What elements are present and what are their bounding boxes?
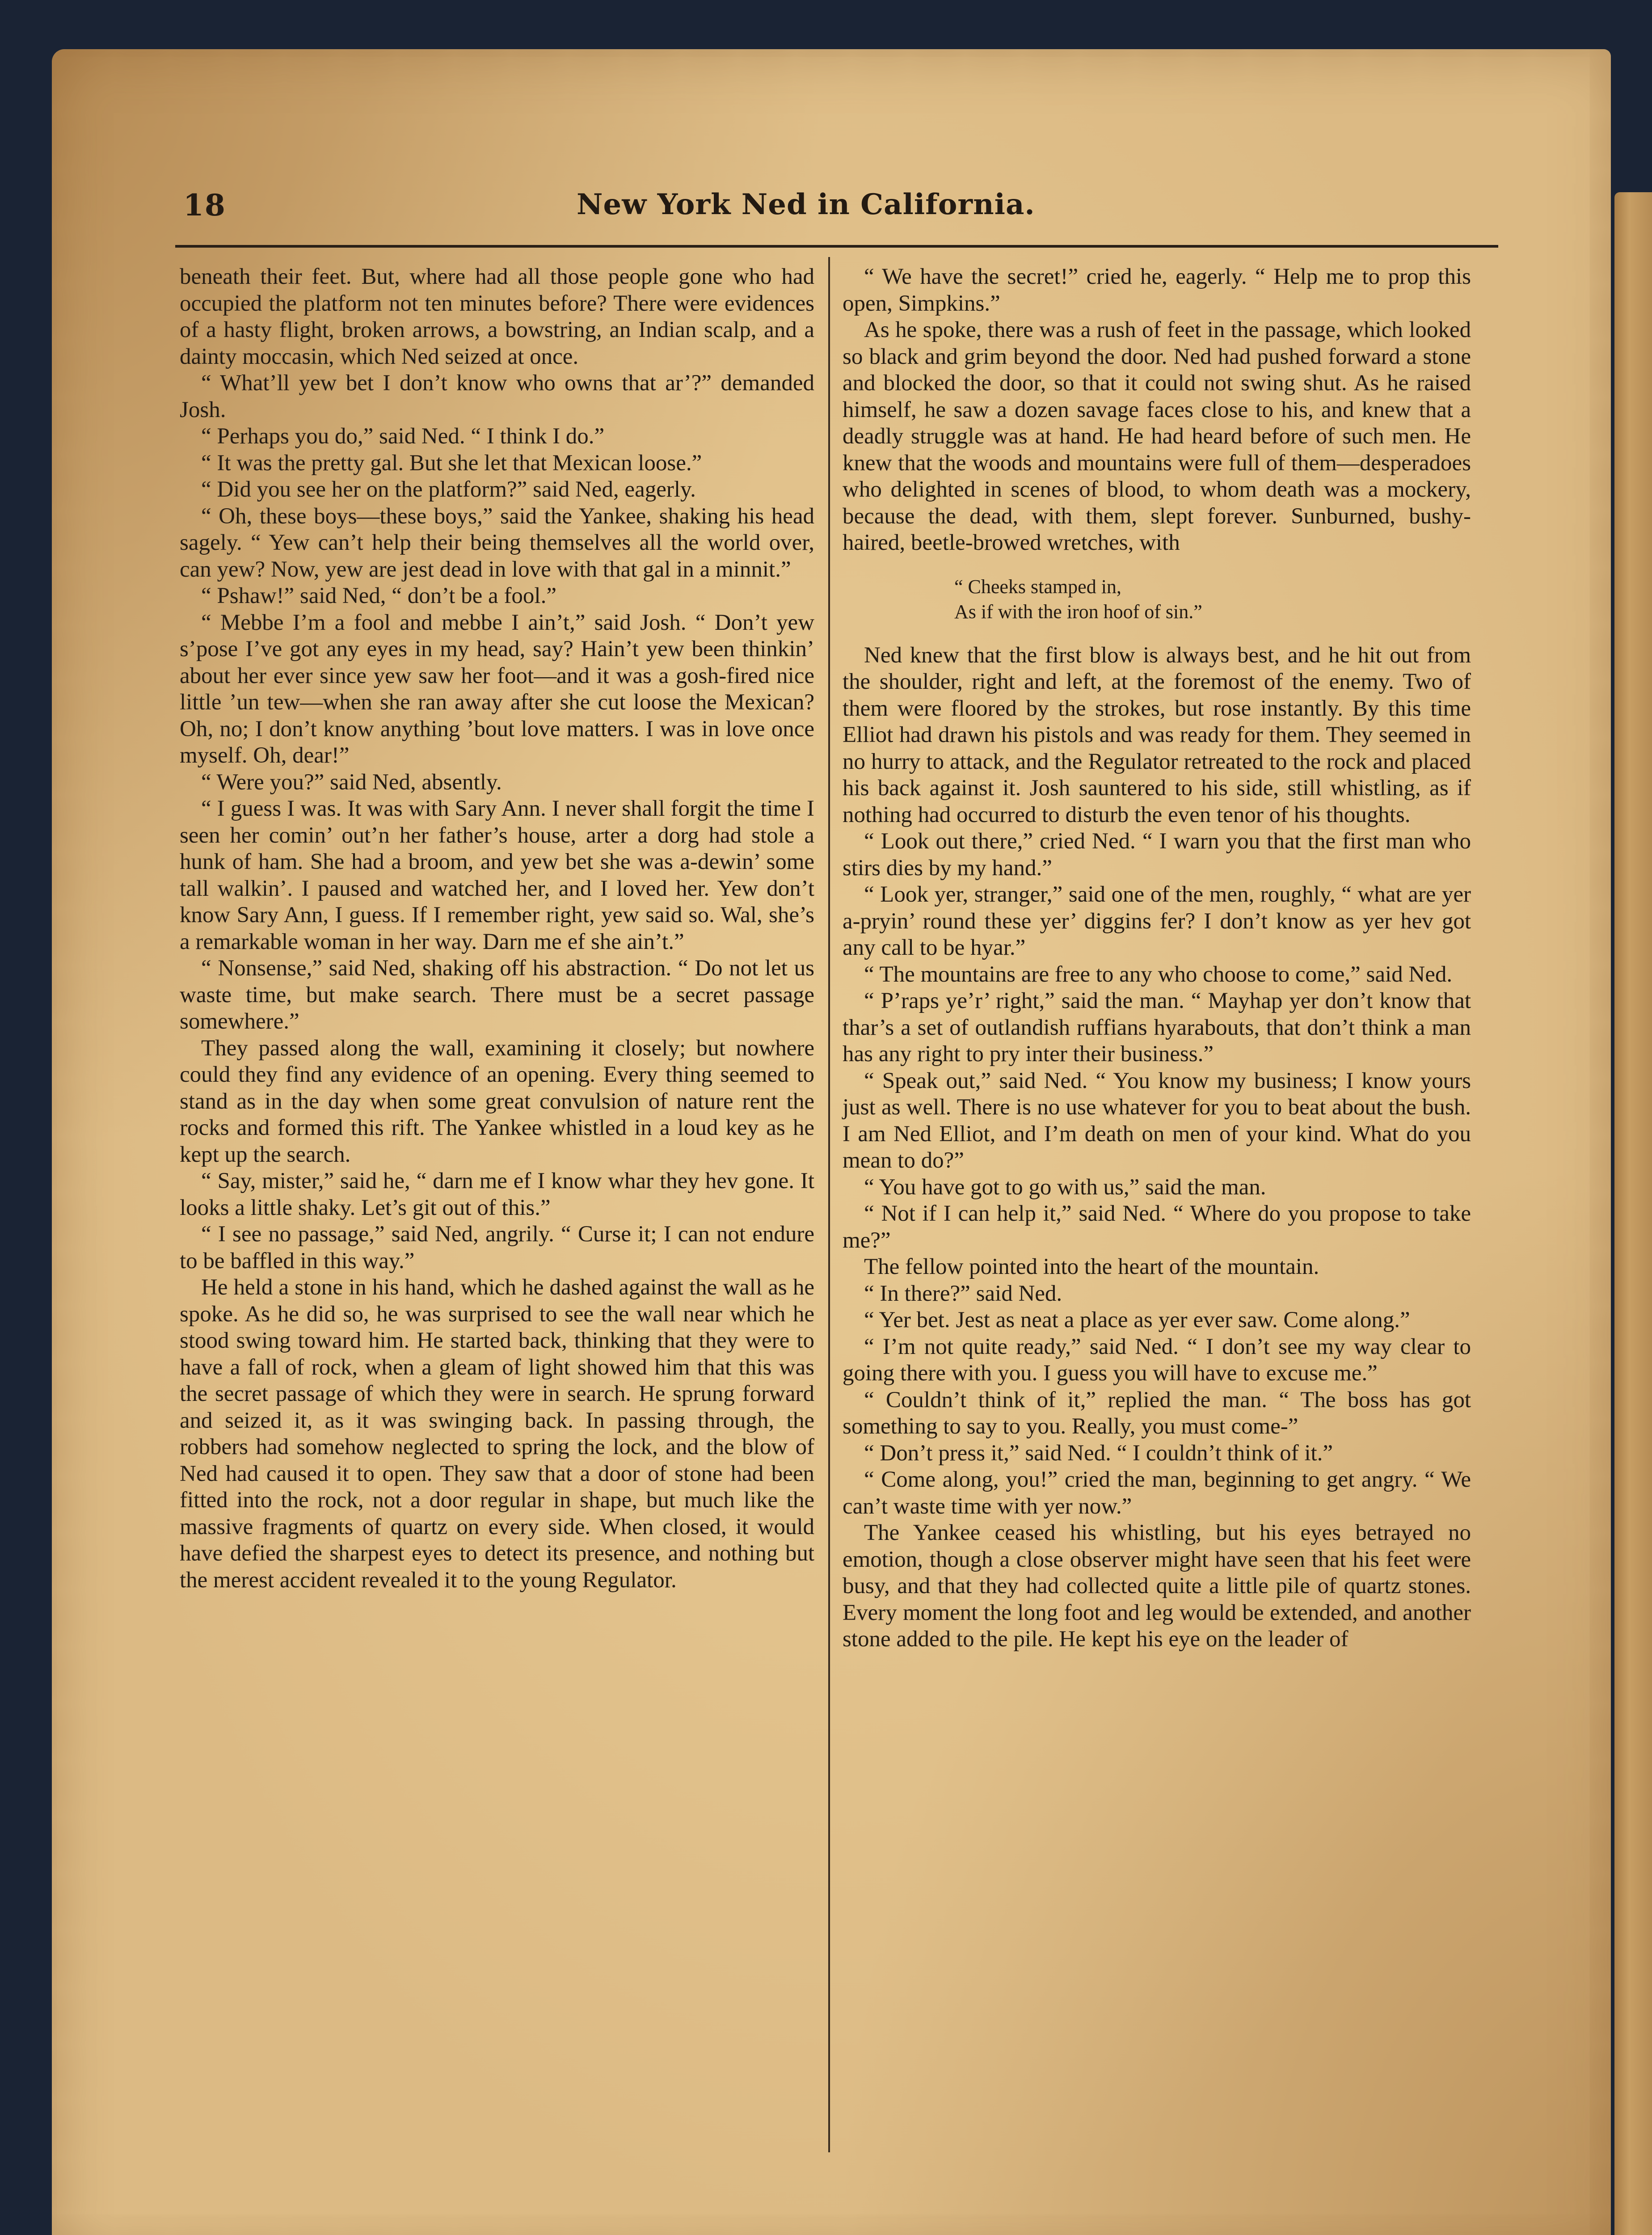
paragraph: “ Look yer, stranger,” said one of the men, roughly, “ what are yer a-pryin’ round these yer’ diggins fer? I don’t know as yer hev got any call to be hyar.” <box>843 882 1471 960</box>
paragraph: “ Nonsense,” said Ned, shaking off his abstraction. “ Do not let us waste time, but make search. There must be a secret passage somewhere.” <box>180 956 814 1034</box>
paragraph: Ned knew that the first blow is always best, and he hit out from the shoulder, right and left, at the foremost of the enemy. Two of them were floored by the strokes, but rose instantly. By this time Elliot had drawn his pistols and was ready for them. They seemed in no hurry to attack, and the Regulator retreated to the rock and placed his back against it. Josh sauntered to his side, still whistling, as if nothing had occurred to disturb the even tenor of his thoughts. <box>843 642 1471 827</box>
verse-line: As if with the iron hoof of sin.” <box>954 600 1202 623</box>
paragraph: “ The mountains are free to any who choose to come,” said Ned. <box>864 961 1453 987</box>
page-header <box>183 188 1493 237</box>
right-column <box>843 264 1471 1653</box>
paragraph: “ Yer bet. Jest as neat a place as yer ever saw. Come along.” <box>864 1307 1410 1333</box>
paragraph: “ Perhaps you do,” said Ned. “ I think I do.” <box>201 424 605 449</box>
paragraph: “ Did you see her on the platform?” said Ned, eagerly. <box>201 477 696 502</box>
paragraph: The Yankee ceased his whistling, but his eyes betrayed no emotion, though a close observer might have seen that his feet were busy, and that they had collected quite a little pile of quartz stones. Every moment the long foot and leg would be extended, and another stone added to the pile. He kept his eye on the leader of <box>843 1520 1471 1652</box>
running-title: New York Ned in California. <box>577 188 1035 221</box>
paragraph: beneath their feet. But, where had all those people gone who had occupied the platform not ten minutes before? There were evidences of a hasty flight, broken arrows, a bowstring, an Indian scalp, and a dainty moccasin, which Ned seized at once. <box>180 264 814 369</box>
paragraph: They passed along the wall, examining it closely; but nowhere could they find any evidence of an opening. Every thing seemed to stand as in the day when some great convulsion of nature rent the rocks and formed this rift. The Yankee whistled in a loud key as he kept up the search. <box>180 1035 814 1167</box>
column-divider <box>828 257 830 2152</box>
paragraph: “ Say, mister,” said he, “ darn me ef I know whar they hev gone. It looks a little shaky. Let’s git out of this.” <box>180 1168 814 1220</box>
paragraph: The fellow pointed into the heart of the mountain. <box>864 1254 1319 1279</box>
paragraph: “ What’ll yew bet I don’t know who owns that ar’?” demanded Josh. <box>180 371 814 422</box>
left-column <box>180 264 814 1594</box>
paragraph: “ You have got to go with us,” said the man. <box>864 1174 1266 1200</box>
verse-line: “ Cheeks stamped in, <box>954 575 1121 598</box>
paragraph: As he spoke, there was a rush of feet in the passage, which looked so black and grim beyond the door. Ned had pushed forward a stone and blocked the door, so that it could not swing shut. As he raised himself, he saw a dozen savage faces close to his, and knew that a deadly struggle was at hand. He had heard before of such men. He knew that the woods and mountains were full of them—desperadoes who delighted in scenes of blood, to whom death was a mockery, because the dead, with them, slept forever. Sunburned, bushy-haired, beetle-browed wretches, with <box>843 317 1471 555</box>
paragraph: “ Pshaw!” said Ned, “ don’t be a fool.” <box>201 583 556 608</box>
paragraph: “ Not if I can help it,” said Ned. “ Where do you propose to take me?” <box>843 1201 1471 1253</box>
header-rule <box>175 245 1498 248</box>
paragraph: “ P’raps ye’r’ right,” said the man. “ Mayhap yer don’t know that thar’s a set of outlandish ruffians hyarabouts, that don’t think a man has any right to pry inter their business.” <box>843 988 1471 1067</box>
paragraph: “ In there?” said Ned. <box>864 1281 1062 1306</box>
paragraph: “ Look out there,” cried Ned. “ I warn you that the first man who stirs dies by my hand.” <box>843 829 1471 881</box>
paragraph: “ Don’t press it,” said Ned. “ I couldn’t think of it.” <box>864 1440 1333 1466</box>
paragraph: “ Were you?” said Ned, absently. <box>201 769 502 795</box>
paragraph: “ I see no passage,” said Ned, angrily. “ Curse it; I can not endure to be baffled in this way.” <box>180 1222 814 1274</box>
paragraph: “ Speak out,” said Ned. “ You know my business; I know yours just as well. There is no use whatever for you to beat about the bush. I am Ned Elliot, and I’m death on men of your kind. What do you mean to do?” <box>843 1068 1471 1173</box>
paragraph: “ We have the secret!” cried he, eagerly. “ Help me to prop this open, Simpkins.” <box>843 264 1471 316</box>
paragraph: He held a stone in his hand, which he dashed against the wall as he spoke. As he did so, he was surprised to see the wall near which he stood swing toward him. He started back, thinking that they were to have a fall of rock, when a gleam of light showed him that this was the secret passage of which they were in search. He sprung forward and seized it, as it was swinging back. In passing through, the robbers had somehow neglected to spring the lock, and the blow of Ned had caused it to open. They saw that a door of stone had been fitted into the rock, not a door regular in shape, but much like the massive fragments of quartz on every side. When closed, it would have defied the sharpest eyes to detect its presence, and nothing but the merest accident revealed it to the young Regulator. <box>180 1275 814 1593</box>
paragraph: “ Come along, you!” cried the man, beginning to get angry. “ We can’t waste time with yer now.” <box>843 1467 1471 1519</box>
adjacent-page-edge <box>1614 192 1652 2235</box>
paragraph: “ I guess I was. It was with Sary Ann. I never shall forgit the time I seen her comin’ out’n her father’s house, arter a dorg had stole a hunk of ham. She had a broom, and yew bet she was a-dewin’ some tall walkin’. I paused and watched her, and I loved her. Yew don’t know Sary Ann, I guess. If I remember right, yew said so. Wal, she’s a remarkable woman in her way. Darn me ef she ain’t.” <box>180 796 814 954</box>
paragraph: “ Couldn’t think of it,” replied the man. “ The boss has got something to say to you. Really, you must come-” <box>843 1387 1471 1439</box>
paragraph: “ It was the pretty gal. But she let that Mexican loose.” <box>201 450 702 476</box>
paragraph: “ Oh, these boys—these boys,” said the Yankee, shaking his head sagely. “ Yew can’t help their being themselves all the world over, can yew? Now, yew are jest dead in love with that gal in a minnit.” <box>180 503 814 582</box>
paragraph: “ I’m not quite ready,” said Ned. “ I don’t see my way clear to going there with you. I guess you will have to excuse me.” <box>843 1334 1471 1386</box>
page-number: 18 <box>183 188 226 223</box>
verse-quote <box>954 574 1471 624</box>
paragraph: “ Mebbe I’m a fool and mebbe I ain’t,” said Josh. “ Don’t yew s’pose I’ve got any eyes in my head, say? Hain’t yew been thinkin’ about her ever since yew saw her foot—and it was a gosh-fired nice little ’un tew—when she ran away after she cut loose the Mexican? Oh, no; I don’t know anything ’bout love matters. I was in love once myself. Oh, dear!” <box>180 610 814 768</box>
